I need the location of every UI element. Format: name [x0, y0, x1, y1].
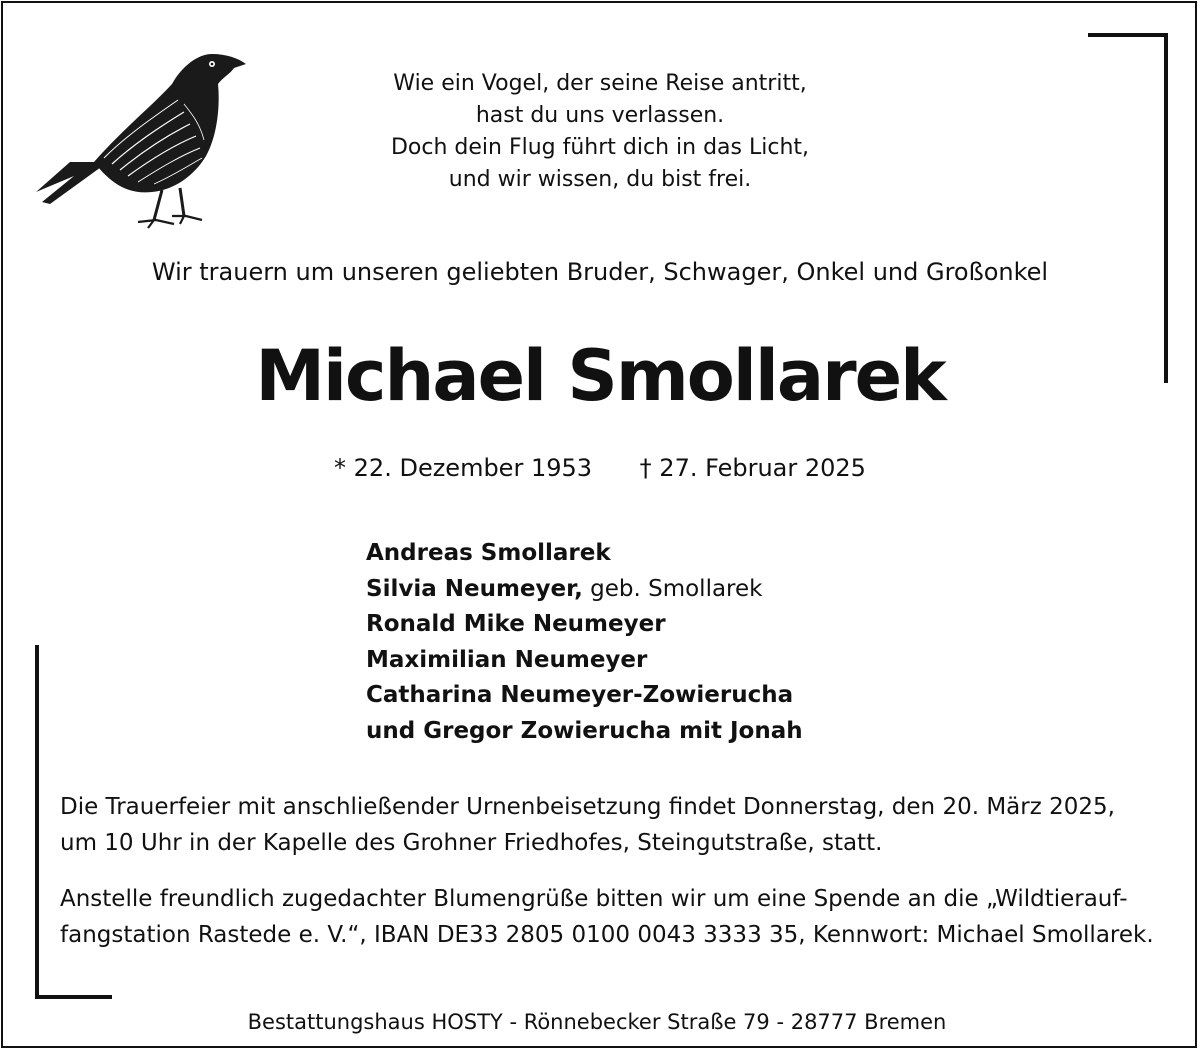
mourner	[366, 678, 803, 714]
life-dates	[0, 454, 1200, 482]
funeral-line: Die Trauerfeier mit anschließender Urnenbeisetzung findet Donnerstag, den 20. März 2025,	[60, 794, 1115, 820]
funeral-info	[60, 789, 1150, 861]
mourner-name: Silvia Neumeyer,	[366, 575, 583, 602]
mourners-list	[366, 536, 803, 749]
poem-line: Doch dein Flug führt dich in das Licht,	[390, 135, 810, 160]
donation-line: fangstation Rastede e. V.“, IBAN DE33 2805 0100 0043 3333 35, Kennwort: Michael Smollarek.	[60, 922, 1154, 948]
donation-info	[60, 881, 1154, 953]
mourner-name: Maximilian Neumeyer	[366, 646, 648, 673]
top-right-bracket-horizontal	[1088, 33, 1168, 37]
deceased-name: Michael Smollarek	[255, 335, 945, 417]
top-right-bracket-vertical	[1164, 33, 1168, 383]
crow-icon	[34, 44, 250, 234]
mourner-name: Catharina Neumeyer-Zowierucha	[366, 682, 794, 708]
birth-date: * 22. Dezember 1953	[334, 454, 593, 482]
poem-line: Wie ein Vogel, der seine Reise antritt,	[393, 71, 807, 96]
mourner-name: und Gregor Zowierucha mit Jonah	[366, 717, 803, 744]
poem	[300, 68, 900, 196]
mourner	[366, 572, 803, 608]
mourner	[366, 607, 803, 643]
mourner	[366, 536, 803, 572]
bottom-left-bracket-horizontal	[35, 995, 112, 999]
mourner	[366, 714, 803, 750]
bottom-left-bracket-vertical	[35, 645, 39, 999]
donation-line: Anstelle freundlich zugedachter Blumengrüße bitten wir um eine Spende an die „Wildtierauf-	[60, 886, 1128, 912]
mourner-name: Ronald Mike Neumeyer	[366, 611, 666, 637]
poem-line: und wir wissen, du bist frei.	[448, 167, 752, 192]
death-date: † 27. Februar 2025	[639, 454, 866, 482]
mourner-name: Andreas Smollarek	[366, 540, 611, 566]
funeral-line: um 10 Uhr in der Kapelle des Grohner Friedhofes, Steingutstraße, statt.	[60, 830, 883, 856]
mourning-intro: Wir trauern um unseren geliebten Bruder, Schwager, Onkel und Großonkel	[151, 258, 1049, 286]
funeral-home-footer: Bestattungshaus HOSTY - Rönnebecker Straße 79 - 28777 Bremen	[212, 1010, 982, 1034]
mourner	[366, 643, 803, 679]
poem-line: hast du uns verlassen.	[475, 103, 725, 128]
mourner-suffix: geb. Smollarek	[582, 575, 763, 602]
